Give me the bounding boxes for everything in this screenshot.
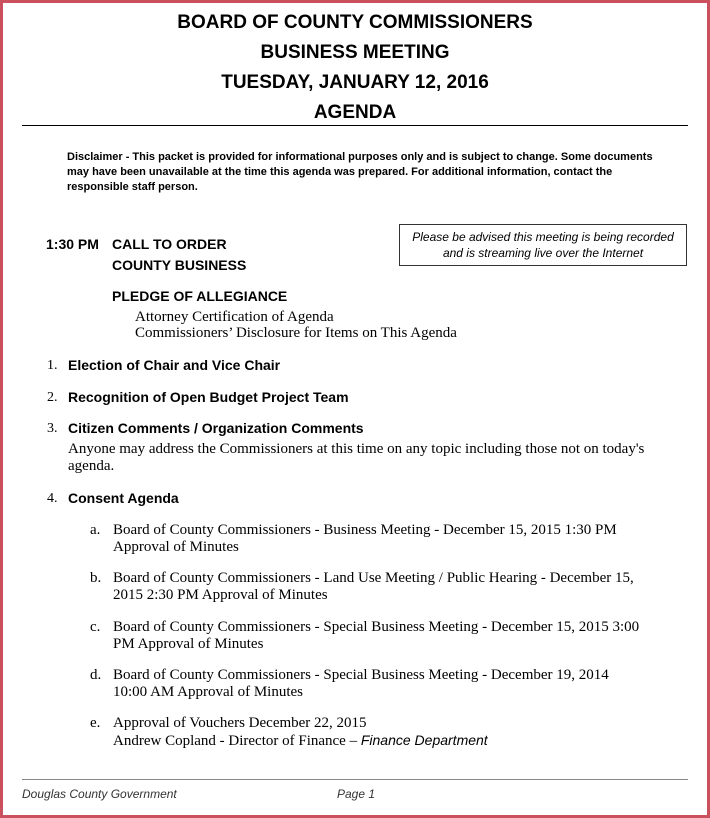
footer-divider <box>22 779 688 780</box>
call-time: 1:30 PM <box>46 236 99 252</box>
consent-item-letter: a. <box>90 522 101 538</box>
commissioners-disclosure: Commissioners’ Disclosure for Items on This Agenda <box>135 325 457 341</box>
title-board: BOARD OF COUNTY COMMISSIONERS <box>177 12 533 33</box>
call-to-order: CALL TO ORDER <box>112 236 227 252</box>
title-meeting: BUSINESS MEETING <box>260 42 450 63</box>
pledge-of-allegiance: PLEDGE OF ALLEGIANCE <box>112 288 288 304</box>
vouchers-line: Approval of Vouchers December 22, 2015 <box>113 715 367 731</box>
item-2-title: Recognition of Open Budget Project Team <box>68 389 349 405</box>
consent-item-letter: e. <box>90 715 101 731</box>
item-4-number: 4. <box>47 491 58 506</box>
footer-organization: Douglas County Government <box>22 787 177 801</box>
header-divider <box>22 125 688 126</box>
county-business: COUNTY BUSINESS <box>112 257 247 273</box>
consent-item-text: Board of County Commissioners - Special Business Meeting - December 15, 2015 3:00 PM Approval of Minutes <box>113 619 640 652</box>
disclaimer: Disclaimer - This packet is provided for informational purposes only and is subject to change. Some documents may have been unavailable at the time this agenda was prepared. For additional information, contact the responsible staff person. <box>67 151 653 193</box>
notice-line-2: and is streaming live over the Internet <box>442 246 644 260</box>
item-4-title: Consent Agenda <box>68 490 179 506</box>
department-name: Finance Department <box>360 732 488 748</box>
attorney-certification: Attorney Certification of Agenda <box>135 309 334 325</box>
item-2-number: 2. <box>47 390 58 405</box>
consent-item-text <box>113 715 643 750</box>
item-3-description: Anyone may address the Commissioners at this time on any topic including those not on today's agenda. <box>68 441 645 474</box>
item-1-title: Election of Chair and Vice Chair <box>68 357 281 373</box>
notice-line-1: Please be advised this meeting is being recorded <box>412 230 674 244</box>
consent-item-text: Board of County Commissioners - Special Business Meeting - December 19, 2014 10:00 AM Approval of Minutes <box>113 667 609 700</box>
title-date: TUESDAY, JANUARY 12, 2016 <box>221 72 489 93</box>
consent-item-letter: c. <box>90 619 101 635</box>
item-3-number: 3. <box>47 421 58 436</box>
consent-item-letter: b. <box>90 570 102 586</box>
consent-item-letter: d. <box>90 667 102 683</box>
consent-item-text: Board of County Commissioners - Business Meeting - December 15, 2015 1:30 PM Approval of Minutes <box>113 522 617 555</box>
footer-page-number: Page 1 <box>337 787 376 801</box>
consent-item-text: Board of County Commissioners - Land Use Meeting / Public Hearing - December 15, 2015 2:30 PM Approval of Minutes <box>113 570 634 603</box>
item-1-number: 1. <box>47 358 58 373</box>
title-agenda: AGENDA <box>313 102 397 123</box>
presenter-line: Andrew Copland - Director of Finance – <box>113 733 361 749</box>
item-3-title: Citizen Comments / Organization Comments <box>68 420 364 436</box>
recording-notice <box>399 224 687 266</box>
